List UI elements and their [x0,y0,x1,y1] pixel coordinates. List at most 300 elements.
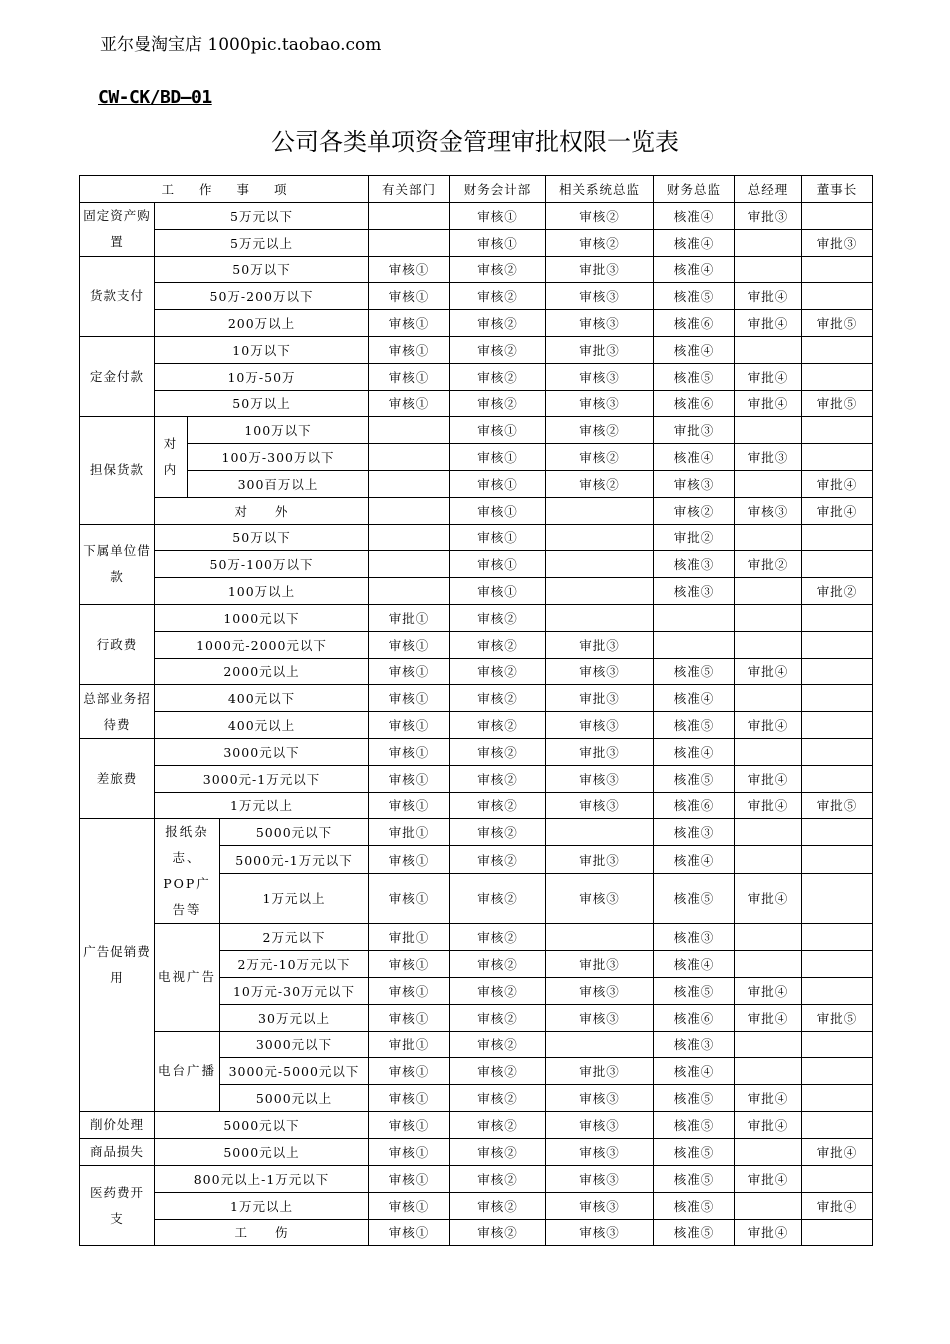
table-cell: 审核② [546,229,654,256]
table-cell: 审核① [369,873,450,924]
table-cell: 10万-50万 [155,363,369,390]
table-cell: 审核① [369,283,450,310]
table-cell: 200万以上 [155,310,369,337]
table-cell: 审批⑤ [802,390,873,417]
table-cell [802,256,873,283]
table-cell: 审核① [450,203,546,230]
table-cell: 审核③ [546,765,654,792]
table-cell: 医药费开 支 [80,1165,155,1245]
table-cell: 核准③ [654,551,735,578]
table-cell [735,685,802,712]
table-cell: 审批③ [546,951,654,978]
table-cell: 核准④ [654,229,735,256]
table-cell: 5000元以上 [155,1138,369,1165]
table-cell: 3000元以下 [220,1031,369,1058]
table-cell: 广告促销费用 [80,819,155,1112]
table-cell: 审批④ [735,1085,802,1112]
header-finance-director: 财务总监 [654,176,735,203]
table-cell: 核准⑤ [654,1219,735,1246]
table-cell: 审批② [654,524,735,551]
table-cell: 审核② [450,977,546,1004]
table-cell: 审批⑤ [802,1004,873,1031]
table-cell: 审批④ [735,283,802,310]
table-cell: 审核② [450,631,546,658]
table-cell: 审核② [450,1031,546,1058]
table-cell: 50万以下 [155,256,369,283]
table-cell: 5万元以下 [155,203,369,230]
table-cell: 报纸杂志、POP广告等 [155,819,220,924]
table-row [80,283,873,310]
table-cell: 核准④ [654,738,735,765]
table-cell: 审批④ [735,363,802,390]
table-cell [802,1058,873,1085]
table-cell: 审批③ [735,203,802,230]
table-cell: 审核① [450,444,546,471]
header-related-dept: 有关部门 [369,176,450,203]
table-cell: 审核① [450,229,546,256]
table-cell [802,1031,873,1058]
table-cell [369,417,450,444]
table-cell: 电视广告 [155,924,220,1031]
table-cell: 核准③ [654,1031,735,1058]
table-cell: 审核② [450,819,546,846]
table-cell: 审批⑤ [802,792,873,819]
table-cell [735,631,802,658]
table-row [80,310,873,337]
table-row [80,417,873,444]
table-cell: 审核① [450,497,546,524]
table-cell [802,685,873,712]
table-cell: 核准④ [654,1058,735,1085]
table-row [80,1031,873,1058]
table-cell: 审核① [450,470,546,497]
table-cell: 核准③ [654,819,735,846]
table-cell [802,738,873,765]
table-cell: 审核③ [546,1192,654,1219]
table-cell [802,658,873,685]
table-cell: 审核③ [546,363,654,390]
table-cell [802,203,873,230]
table-cell: 审核② [546,203,654,230]
table-cell: 2000元以上 [155,658,369,685]
shop-header: 亚尔曼淘宝店 1000pic.taobao.com [100,35,382,55]
table-row [80,336,873,363]
table-cell: 审批③ [546,256,654,283]
table-cell [735,846,802,873]
table-cell: 审核② [450,1219,546,1246]
table-row [80,1138,873,1165]
table-cell: 审核③ [546,1165,654,1192]
table-cell: 审核③ [735,497,802,524]
table-cell [802,336,873,363]
table-cell [546,819,654,846]
table-cell: 审核① [369,977,450,1004]
table-cell: 核准⑤ [654,765,735,792]
table-cell: 审核① [450,551,546,578]
table-cell: 1万元以上 [155,1192,369,1219]
table-cell: 审核② [450,765,546,792]
table-cell: 审核② [546,444,654,471]
table-cell [369,229,450,256]
table-cell: 50万-200万以下 [155,283,369,310]
header-chairman: 董事长 [802,176,873,203]
table-cell: 核准④ [654,846,735,873]
table-cell: 审批③ [546,738,654,765]
table-row [80,444,873,471]
table-cell [735,336,802,363]
table-cell: 3000元-5000元以下 [220,1058,369,1085]
table-cell [735,1058,802,1085]
table-cell: 50万-100万以下 [155,551,369,578]
table-cell: 5万元以上 [155,229,369,256]
table-cell [735,256,802,283]
table-cell: 核准⑥ [654,310,735,337]
table-row [80,203,873,230]
table-cell: 审核① [369,951,450,978]
table-cell: 5000元以下 [155,1111,369,1138]
table-cell [802,819,873,846]
table-cell [735,1031,802,1058]
page-title: 公司各类单项资金管理审批权限一览表 [271,128,679,156]
table-cell: 核准⑤ [654,283,735,310]
table-cell: 审核② [450,1192,546,1219]
table-cell: 审核① [369,792,450,819]
table-cell [546,1031,654,1058]
table-cell: 审核① [369,336,450,363]
table-cell: 审批③ [546,685,654,712]
table-row [80,256,873,283]
table-cell [546,497,654,524]
table-cell [802,765,873,792]
table-cell: 100万以上 [155,578,369,605]
table-cell: 审批④ [802,1192,873,1219]
table-cell: 1000元-2000元以下 [155,631,369,658]
table-cell: 审核② [450,1138,546,1165]
table-cell: 差旅费 [80,738,155,818]
table-cell: 审批① [369,924,450,951]
table-cell: 3000元-1万元以下 [155,765,369,792]
table-cell [802,1111,873,1138]
table-cell: 审核③ [546,390,654,417]
table-cell: 审核① [369,310,450,337]
table-cell: 核准④ [654,203,735,230]
table-cell: 审核② [450,1165,546,1192]
table-cell: 审批④ [735,977,802,1004]
table-row [80,524,873,551]
table-cell: 审核③ [546,1138,654,1165]
table-cell: 商品损失 [80,1138,155,1165]
table-cell: 审核③ [654,470,735,497]
table-cell: 1万元以上 [155,792,369,819]
table-cell [735,738,802,765]
table-cell: 审核① [369,1085,450,1112]
table-cell [802,846,873,873]
table-cell: 审核③ [546,792,654,819]
table-cell: 100万-300万以下 [188,444,369,471]
table-cell: 审批② [802,578,873,605]
table-cell: 审批④ [735,792,802,819]
table-cell: 审批③ [654,417,735,444]
table-cell: 核准⑤ [654,658,735,685]
table-cell [802,524,873,551]
table-cell: 核准④ [654,444,735,471]
table-cell [546,524,654,551]
table-cell: 审核② [450,256,546,283]
table-cell: 核准③ [654,924,735,951]
table-cell: 审核② [450,336,546,363]
table-cell: 审批④ [735,765,802,792]
table-cell: 5000元以下 [220,819,369,846]
table-cell: 审核② [654,497,735,524]
table-cell: 核准⑤ [654,1111,735,1138]
table-cell: 审批③ [735,444,802,471]
table-cell: 审核③ [546,873,654,924]
table-cell [654,631,735,658]
table-cell: 50万以下 [155,524,369,551]
table-cell [735,604,802,631]
table-cell: 审核① [369,363,450,390]
table-row [80,738,873,765]
table-cell: 审核② [546,470,654,497]
table-cell: 审核② [450,712,546,739]
table-cell [802,951,873,978]
table-cell: 1万元以上 [220,873,369,924]
table-cell: 2万元以下 [220,924,369,951]
table-cell: 审核① [369,1219,450,1246]
table-cell [369,203,450,230]
table-row [80,924,873,951]
table-cell [735,578,802,605]
table-row [80,792,873,819]
table-cell: 1000元以下 [155,604,369,631]
table-cell: 电台广播 [155,1031,220,1111]
table-cell: 审核① [369,1138,450,1165]
table-cell: 审核① [369,1004,450,1031]
table-cell: 核准⑥ [654,1004,735,1031]
table-cell [802,444,873,471]
table-cell [802,283,873,310]
table-cell: 审批④ [735,1165,802,1192]
table-cell: 审核② [450,924,546,951]
table-cell: 300百万以上 [188,470,369,497]
table-cell: 核准⑤ [654,1192,735,1219]
table-cell [369,578,450,605]
table-cell [735,524,802,551]
table-cell: 审核① [369,685,450,712]
approval-table [79,175,873,1246]
table-row [80,685,873,712]
table-cell: 审批③ [802,229,873,256]
table-cell: 审核① [369,658,450,685]
table-cell [735,924,802,951]
table-cell: 审核③ [546,310,654,337]
table-cell [802,417,873,444]
table-cell: 10万以下 [155,336,369,363]
table-cell [735,229,802,256]
table-cell: 下属单位借 款 [80,524,155,604]
table-cell: 总部业务招待费 [80,685,155,739]
table-cell: 固定资产购 置 [80,203,155,257]
table-cell [369,497,450,524]
header-work-item: 工 作 事 项 [80,176,369,203]
table-cell: 审批④ [735,1111,802,1138]
table-cell: 审核② [450,873,546,924]
table-cell [546,578,654,605]
table-row [80,578,873,605]
table-cell: 审批④ [735,390,802,417]
table-cell: 审核① [369,765,450,792]
table-cell [802,631,873,658]
table-cell [546,604,654,631]
table-cell [802,551,873,578]
table-cell: 对内 [155,417,188,497]
table-row [80,1165,873,1192]
table-row [80,631,873,658]
table-cell: 审核② [450,792,546,819]
table-cell [369,551,450,578]
table-cell [802,977,873,1004]
table-cell: 审核③ [546,1085,654,1112]
table-cell: 审核③ [546,712,654,739]
table-cell [735,1138,802,1165]
table-cell: 审批⑤ [802,310,873,337]
table-cell: 审核① [450,578,546,605]
table-cell [546,924,654,951]
table-cell: 审批④ [735,1004,802,1031]
table-cell: 审核② [450,658,546,685]
header-system-director: 相关系统总监 [546,176,654,203]
table-cell: 审核② [450,1058,546,1085]
table-cell: 审核① [369,712,450,739]
table-cell: 2万元-10万元以下 [220,951,369,978]
table-cell: 审核② [546,417,654,444]
table-cell: 货款支付 [80,256,155,336]
table-cell: 审批① [369,819,450,846]
table-cell: 核准④ [654,951,735,978]
table-cell: 核准⑤ [654,1085,735,1112]
table-row [80,765,873,792]
table-cell [802,1219,873,1246]
table-cell: 审核① [369,1058,450,1085]
table-cell: 审核② [450,283,546,310]
table-cell: 审核② [450,846,546,873]
table-cell: 审批① [369,1031,450,1058]
table-cell: 审核② [450,685,546,712]
table-cell: 核准⑤ [654,1138,735,1165]
table-cell: 核准④ [654,336,735,363]
table-cell: 核准⑤ [654,363,735,390]
table-row [80,1219,873,1246]
table-cell: 审核③ [546,1219,654,1246]
table-cell [802,604,873,631]
table-row [80,229,873,256]
table-cell: 削价处理 [80,1111,155,1138]
table-cell: 审批④ [735,1219,802,1246]
table-cell: 审批③ [546,1058,654,1085]
table-cell: 审核① [369,1165,450,1192]
table-cell: 行政费 [80,604,155,684]
table-row [80,658,873,685]
table-cell: 审批③ [546,336,654,363]
table-cell: 审批④ [735,310,802,337]
table-cell: 审核① [369,738,450,765]
table-cell [735,951,802,978]
table-cell: 定金付款 [80,336,155,416]
table-cell: 核准⑥ [654,792,735,819]
table-cell [369,444,450,471]
header-general-manager: 总经理 [735,176,802,203]
table-cell: 审核② [450,310,546,337]
table-cell: 对 外 [155,497,369,524]
table-cell [802,873,873,924]
table-cell: 核准⑤ [654,873,735,924]
table-cell [369,524,450,551]
table-cell: 5000元以上 [220,1085,369,1112]
table-cell [735,1192,802,1219]
table-cell: 审核① [369,846,450,873]
table-cell: 审批④ [735,873,802,924]
table-cell: 审核① [369,1192,450,1219]
table-cell: 审核② [450,390,546,417]
table-cell: 审核③ [546,1111,654,1138]
table-cell: 审批① [369,604,450,631]
table-cell [654,604,735,631]
table-cell: 审核② [450,363,546,390]
table-cell: 核准⑤ [654,712,735,739]
table-cell: 审核③ [546,977,654,1004]
table-cell: 30万元以上 [220,1004,369,1031]
table-cell: 50万以上 [155,390,369,417]
table-cell [546,551,654,578]
table-cell: 5000元-1万元以下 [220,846,369,873]
table-cell: 审核② [450,1085,546,1112]
table-cell: 核准③ [654,578,735,605]
table-row [80,363,873,390]
table-cell: 3000元以下 [155,738,369,765]
table-cell: 审核① [369,1111,450,1138]
table-cell [802,1085,873,1112]
table-cell [735,819,802,846]
table-cell: 审核① [369,390,450,417]
table-row [80,604,873,631]
table-cell: 核准④ [654,685,735,712]
table-row [80,551,873,578]
table-cell: 审批② [735,551,802,578]
table-cell: 审核③ [546,1004,654,1031]
table-cell: 400元以下 [155,685,369,712]
table-row [80,1192,873,1219]
table-cell: 审批④ [735,712,802,739]
table-header-row [80,176,873,203]
table-cell [802,363,873,390]
table-cell: 审核② [450,1111,546,1138]
table-cell: 审核① [369,631,450,658]
table-cell [369,470,450,497]
table-cell: 核准⑤ [654,977,735,1004]
header-finance-accounting: 财务会计部 [450,176,546,203]
table-cell: 审核② [450,1004,546,1031]
table-cell: 审批④ [735,658,802,685]
table-cell: 审批④ [802,497,873,524]
table-cell: 审批④ [802,470,873,497]
table-row [80,712,873,739]
table-cell: 审核③ [546,658,654,685]
table-cell: 审批④ [802,1138,873,1165]
table-row [80,470,873,497]
table-cell: 审核③ [546,283,654,310]
table-cell: 审核① [450,524,546,551]
table-cell: 100万以下 [188,417,369,444]
